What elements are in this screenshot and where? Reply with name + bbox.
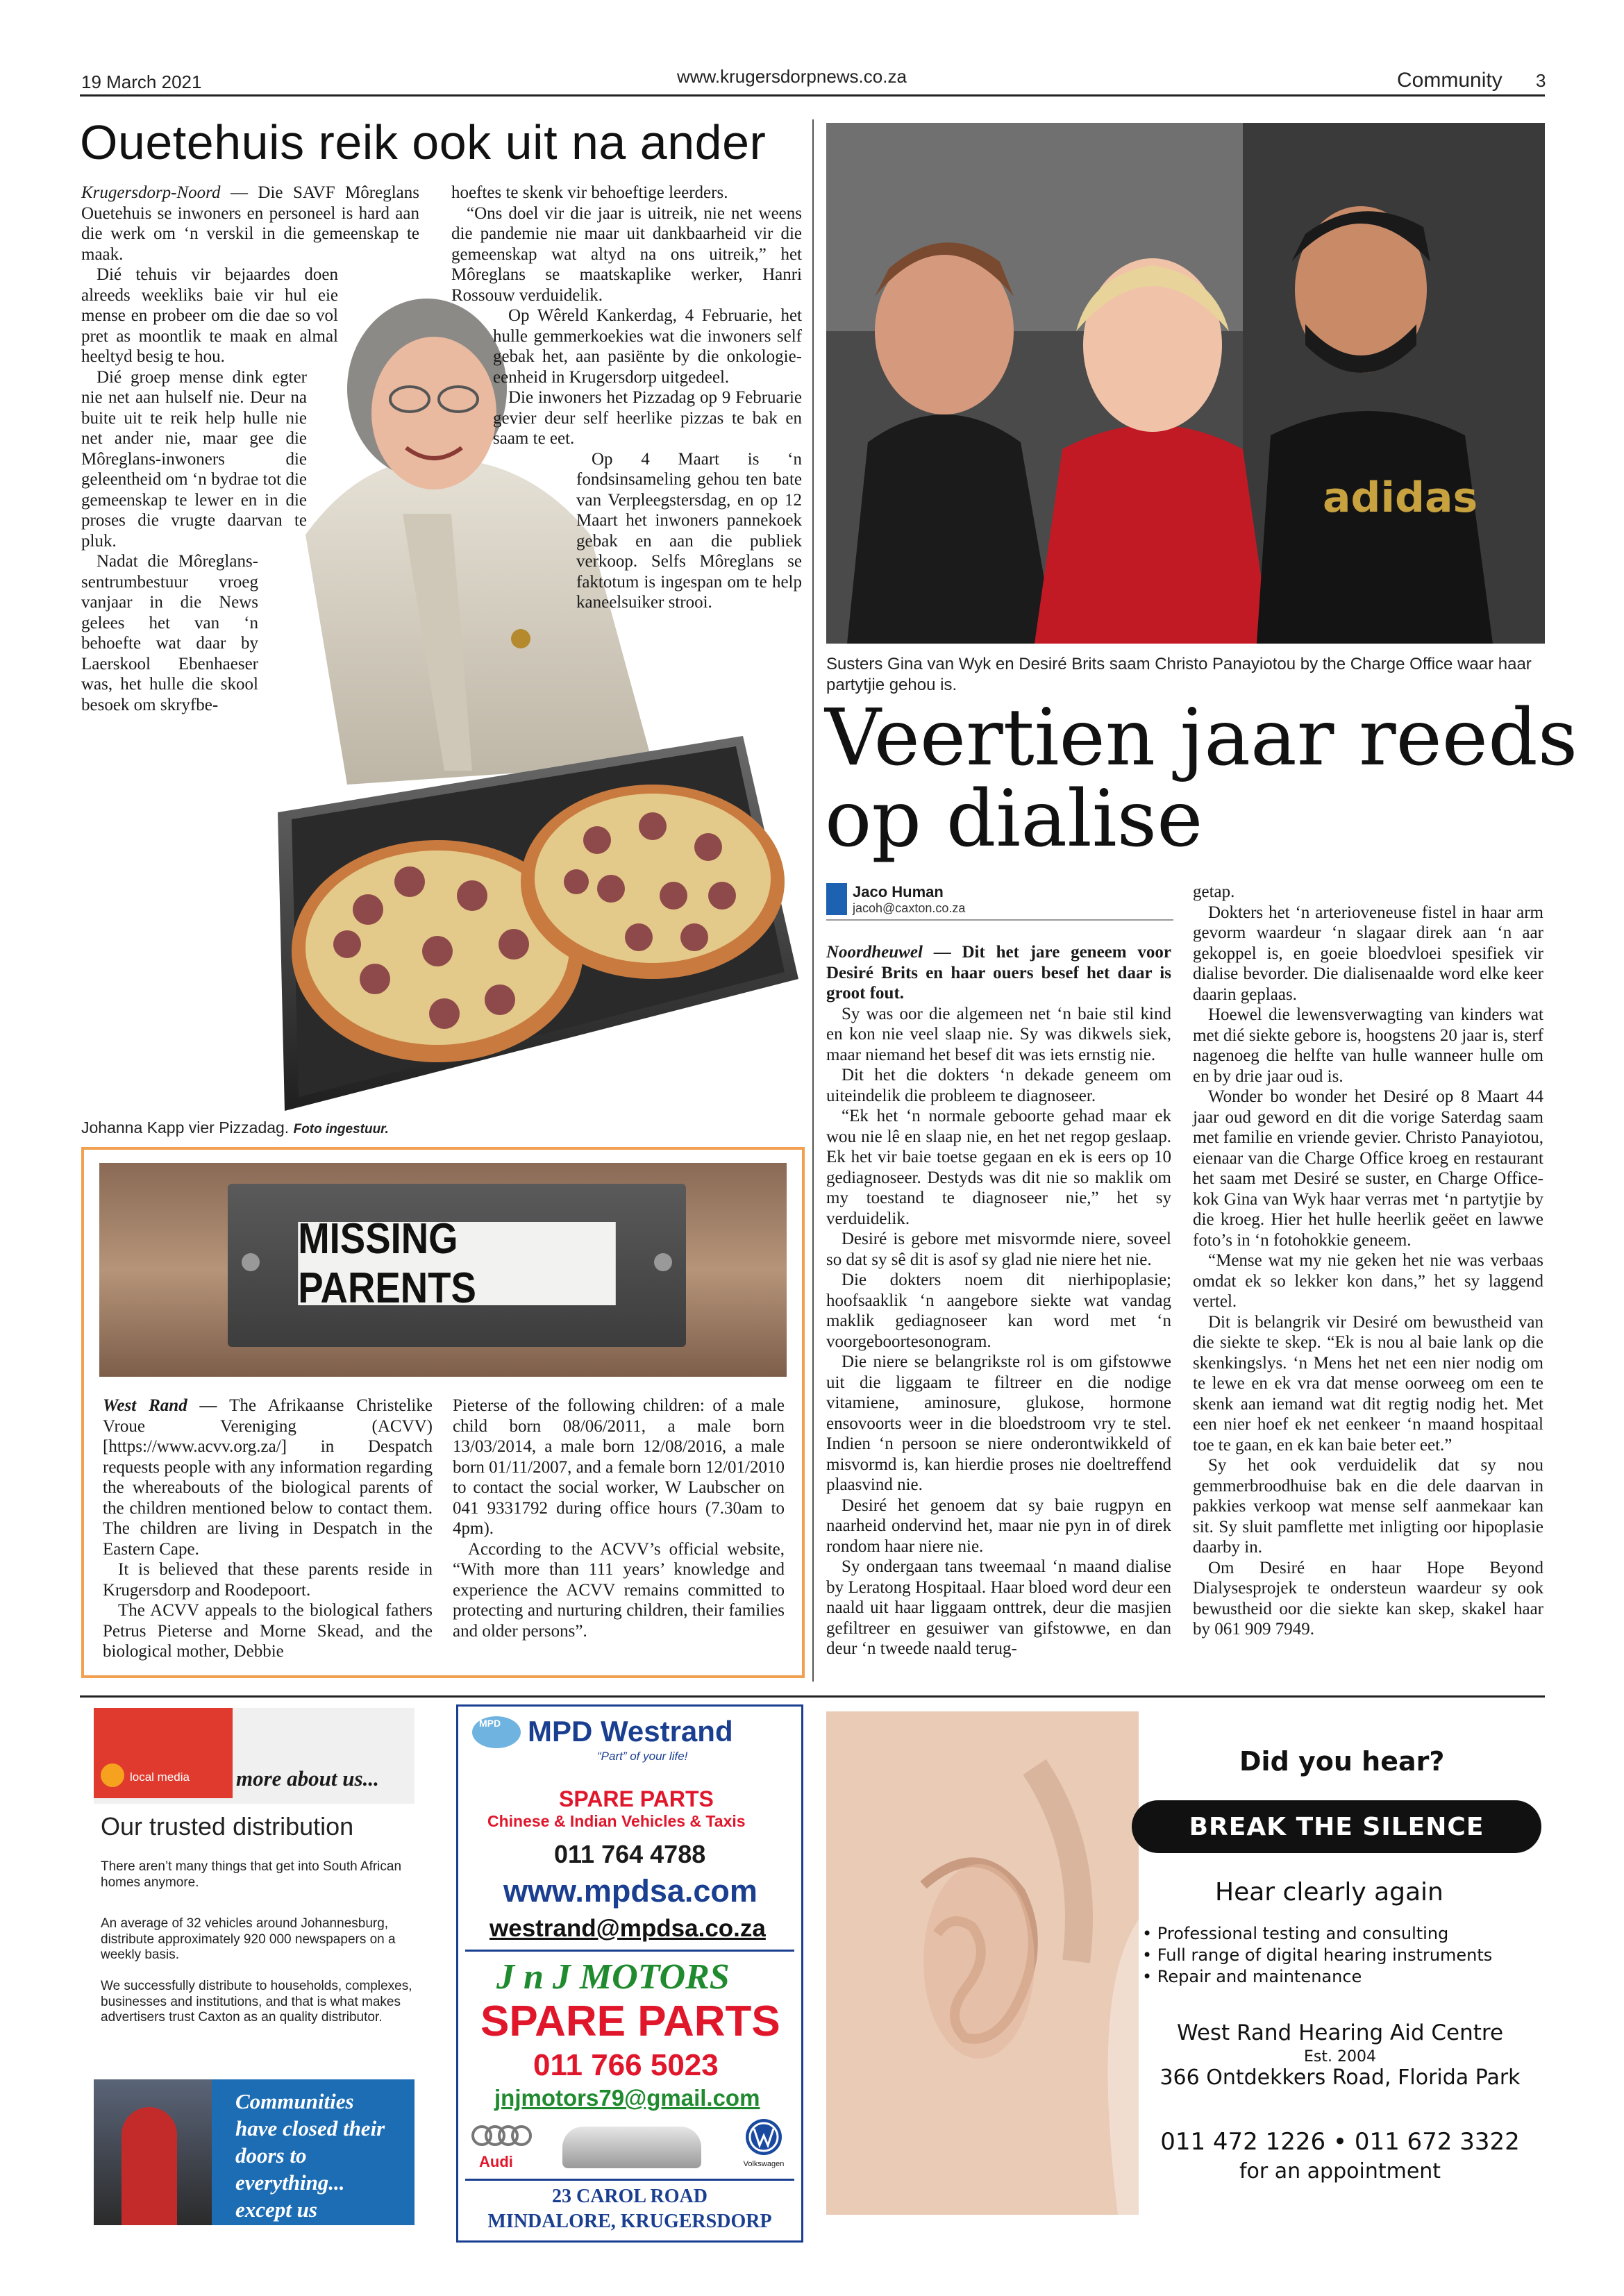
- hearing-question: Did you hear?: [1239, 1746, 1445, 1777]
- hearing-phones[interactable]: 011 472 1226 • 011 672 3322: [1160, 2128, 1520, 2156]
- mp-paragraph: It is believed that these parents reside in Krugersdorp and Roodepoort.: [103, 1560, 433, 1600]
- story1-paragraph: — Die SAVF Môreglans Ouetehuis se inwoners en personeel is hard aan die werk om ‘n verskil in die gemeenskap te maak.: [81, 183, 419, 264]
- missing-parents-col-2: [453, 1396, 785, 1641]
- car-illustration: [562, 2127, 701, 2168]
- story1-paragraph: Dié tehuis vir bejaardes doen alreeds weekliks baie vir hul eie mense en probeer om die dae so vol pret as moontlik te maak en almal heeltyd besig te hou.: [81, 265, 338, 366]
- bullet-text: Repair and maintenance: [1157, 1967, 1362, 1986]
- courier-figure: [122, 2107, 177, 2225]
- hearing-centre-name: West Rand Hearing Aid Centre: [1176, 2020, 1504, 2045]
- story2-paragraph: Hoewel die lewensverwagting van kinders wat met dié siekte gebore is, hoogstens 20 jaar is, sterf nagenoeg die helfte van hulle wanneer hulle om en by drie jaar oud is.: [1193, 1005, 1543, 1086]
- story2-paragraph: Desiré het genoem dat sy baie rugpyn en naarheid ondervind het, maar nie pyn in of direk rondom haar niere nie.: [826, 1495, 1171, 1556]
- sign-rivet: [654, 1253, 672, 1271]
- hearing-subtitle: Hear clearly again: [1215, 1878, 1443, 1907]
- story2-lead: — Dit het jare geneem voor Desiré Brits en haar ouers besef het daar is groot fout.: [826, 943, 1171, 1003]
- story2-paragraph: getap.: [1193, 882, 1235, 901]
- bullet-text: Professional testing and consulting: [1157, 1924, 1449, 1943]
- header-rule: [80, 94, 1545, 97]
- hearing-ad: [826, 1711, 1545, 2215]
- mpd-address-2: MINDALORE, KRUGERSDORP: [487, 2211, 772, 2232]
- party-photo: [826, 123, 1545, 644]
- story2-paragraph: Die dokters noem dit nierhipoplasie; hoofsaaklik ‘n aangebore siekte wat vandag maklik gediagnoseer kan word met ‘n voorgeboortesonogram.: [826, 1271, 1171, 1351]
- story1-column-2: [451, 183, 802, 613]
- section-name: Community: [1397, 69, 1502, 92]
- sign-rivet: [242, 1253, 260, 1271]
- jnj-name: J n J MOTORS: [496, 1957, 730, 1997]
- author-marker: [826, 883, 847, 915]
- mpd-name: MPD Westrand: [528, 1715, 733, 1748]
- mpd-tagline: “Part” of your life!: [597, 1750, 688, 1763]
- story1-paragraph: Die inwoners het Pizzadag op 9 Februarie gevier deur self heerlike pizzas te bak en saam te eet.: [493, 388, 802, 448]
- break-silence-banner: BREAK THE SILENCE: [1132, 1800, 1541, 1853]
- bullet-text: Full range of digital hearing instruments: [1157, 1945, 1493, 1965]
- story1-paragraph: Op 4 Maart is ‘n fondsinsameling gehou ten bate van Verpleegstersdag, en op 12 Maart het inwoners pannekoek gebak en aan die publiek verkoop. Selfs Môreglans se faktotum is ingespan om te help kaneelsuiker strooi.: [576, 449, 802, 612]
- jnj-phone: 011 766 5023: [533, 2048, 719, 2082]
- hearing-bullet-item: • Professional testing and consulting: [1142, 1924, 1449, 1943]
- mpd-address-1: 23 CAROL ROAD: [551, 2186, 708, 2207]
- mpd-divider: [465, 1950, 794, 1952]
- ear-photo: [826, 1711, 1139, 2215]
- story2-paragraph: “Mense wat my nie geken het nie was verbaas omdat ek so lekker kon dans,” het sy laggend vertel.: [1193, 1251, 1543, 1311]
- column-divider: [812, 119, 814, 1682]
- author-name: Jaco Human: [853, 883, 944, 900]
- website-url[interactable]: www.krugersdorpnews.co.za: [677, 66, 907, 87]
- story1-dateline: Krugersdorp-Noord: [81, 183, 221, 202]
- caption-text: Johanna Kapp vier Pizzadag.: [81, 1118, 290, 1137]
- story2-headline-line2: op dialise: [825, 774, 1203, 864]
- hearing-address: 366 Ontdekkers Road, Florida Park: [1160, 2065, 1521, 2090]
- story2-paragraph: Sy het ook verduidelik dat sy nou gemmerbroodhuise bak en die dele daarvan in pakkies verkoop wat mense self aanmekaar kan sit. Sy sluit pamflette met inligting oor hipoplasie daarby in.: [1193, 1456, 1543, 1557]
- story2-headline-line1: Veertien jaar reeds: [825, 693, 1578, 783]
- audi-text: Audi: [479, 2153, 513, 2170]
- story1-paragraph: “Ons doel vir die jaar is uitreik, nie net weens die pandemie nie maar uit dankbaarheid vir die gemeenskap wat altyd na ons uitreik,” het Môreglans se maatskaplike werker, Hanri Rossouw verduidelik.: [451, 203, 802, 305]
- bottom-rule: [80, 1695, 1545, 1698]
- mp-paragraph: The Afrikaanse Christelike Vroue Vereniging (ACVV) [https://www.acvv.org.za/] in Despatch requests people with any information regarding the whereabouts of the biological parents of the children mentioned below to contact them. The children are living in Despatch in the Eastern Cape.: [103, 1396, 433, 1559]
- hearing-bullet-item: • Repair and maintenance: [1142, 1967, 1362, 1986]
- caxton-ad: [94, 1708, 415, 2225]
- story2-paragraph: Die niere se belangrikste rol is om gifstowwe uit die liggaam te filtreer en die nodige vitamiene, aminosure, glukose, hormone ensovoorts weer in die bloedstroom vry te stel. Indien ‘n persoon se niere onderontwikkeld of misvormd is, kan hierdie proses nie doeltreffend plaasvind nie.: [826, 1352, 1171, 1494]
- caxton-ad-title: Our trusted distribution: [101, 1812, 354, 1841]
- mpd-spare-parts: SPARE PARTS: [559, 1786, 714, 1811]
- mp-paragraph: The ACVV appeals to the biological fathers Petrus Pieterse and Morne Skead, and the biological mother, Debbie: [103, 1601, 433, 1661]
- mpd-subtitle: Chinese & Indian Vehicles & Taxis: [487, 1812, 746, 1830]
- party-photo-illustration: [826, 123, 1545, 644]
- audi-logo: [471, 2122, 533, 2170]
- caxton-logo-tab: [94, 1708, 233, 1798]
- jnj-spare-parts: SPARE PARTS: [480, 1997, 780, 2045]
- issue-date: 19 March 2021: [81, 72, 202, 92]
- hearing-appointment: for an appointment: [1239, 2159, 1441, 2184]
- missing-parents-col-1: [103, 1396, 433, 1662]
- mpd-ad: [456, 1704, 803, 2243]
- story2-paragraph: “Ek het ‘n normale geboorte gehad maar ek wou nie lê en slaap nie, en het net regop geslaap. Ek het vir baie toetse gegaan en ek is eers op 10 gediagnoseer. Destyds was dit nie so maklik om my toestand te diagnoseer nie,” het sy verduidelik.: [826, 1107, 1171, 1228]
- audi-rings-icon: [471, 2122, 533, 2150]
- story2-photo-caption: Susters Gina van Wyk en Desiré Brits saam Christo Panayiotou by the Charge Office waar haar partytjie gehou is.: [826, 655, 1532, 694]
- mpd-email[interactable]: westrand@mpdsa.co.za: [489, 1915, 766, 1942]
- page-number: 3: [1536, 70, 1546, 91]
- story2-dateline: Noordheuwel: [826, 943, 923, 962]
- caxton-ad-p3: We successfully distribute to households, complexes, businesses and institutions, and that is what makes advertisers trust Caxton as an quality distributor.: [101, 1979, 412, 2025]
- missing-parents-sign: [99, 1163, 787, 1377]
- mpd-phone: 011 764 4788: [554, 1840, 706, 1868]
- caxton-logo-icon: [101, 1763, 124, 1787]
- mpd-web[interactable]: www.mpdsa.com: [503, 1873, 757, 1909]
- story1-paragraph: Dié groep mense dink egter nie net aan hulself nie. Deur na buite uit te reik help hulle nie net ander nie, maar gee die Môreglans-inwoners die geleentheid om ‘n bydrae tot die gemeenskap te lewer en in die proses die vrugte daarvan te pluk.: [81, 367, 307, 551]
- story1-headline: Ouetehuis reik ook uit na ander: [80, 115, 767, 169]
- mp-paragraph: Pieterse of the following children: of a male child born 08/06/2011, a male born 13/03/2014, a male born 12/08/2016, a male born 01/11/2007, and a female born 12/01/2010 to contact the social worker, W Laubscher on 041 9331792 during office hours (7.30am to 4pm).: [453, 1396, 785, 1538]
- mp-dateline: West Rand —: [103, 1396, 217, 1415]
- story1-column-1: [81, 183, 419, 715]
- story1-paragraph: Op Wêreld Kankerdag, 4 Februarie, het hulle gemmerkoekies wat die inwoners self gebak het, aan pasiënte by die onkologie-eenheid in Krugersdorp uitgedeel.: [493, 306, 802, 387]
- story1-paragraph: Nadat die Môreglans-sentrumbestuur vroeg vanjaar in die News gelees het van ‘n behoefte wat daar by Laerskool Ebenhaeser was, het hulle die skool besoek om skryfbe-: [81, 552, 258, 714]
- caxton-ad-p1: There aren’t many things that get into South African homes anymore.: [101, 1859, 402, 1890]
- author-rule: [826, 919, 1173, 921]
- story2-paragraph: Wonder bo wonder het Desiré op 8 Maart 44 jaar oud geword en dit die vorige Saterdag saam met familie en vriende gevier. Christo Panayiotou, eienaar van die Charge Office kroeg en restaurant het saam met Desiré se suster, en Charge Office-kok Gina van Wyk haar verras met ‘n partytjie by die kroeg. Hier het hulle heerlik geëet en lawwe foto’s in ‘n fotohokkie geneem.: [1193, 1087, 1543, 1250]
- hearing-est: Est. 2004: [1304, 2048, 1376, 2065]
- vw-logo: [736, 2118, 792, 2173]
- hearing-bullets: [1142, 1923, 1492, 1988]
- story2-paragraph: Om Desiré en haar Hope Beyond Dialysesprojek te ondersteun waardeur sy ook bewustheid oor die siekte kan skep, skakel haar by 061 909 7949.: [1193, 1558, 1543, 1639]
- story2-paragraph: Sy ondergaan tans tweemaal ‘n maand dialise by Leratong Hospitaal. Haar bloed word deur een naald uit haar liggaam onttrek, deur die masjien gefiltreer en gesuiwer van gifstowwe, en dan deur ‘n tweede naald terug-: [826, 1557, 1171, 1658]
- story2-paragraph: Dit is belangrik vir Desiré om bewustheid van die siekte te skep. “Ek is nou al baie lank op die skenkingslys. ‘n Mens het net een nier nodig om te lewe en ek vra dat mense oorweeg om een te skenk aan iemand wat dit regtig nodig het. Met een nier hoef ek net eenkeer ‘n maand hospitaal toe te gaan, en ek kan baie beter eet.”: [1193, 1312, 1543, 1455]
- story1-caption: [81, 1118, 389, 1139]
- author-email[interactable]: jacoh@caxton.co.za: [853, 901, 966, 915]
- story2-paragraph: Dokters het ‘n arterioveneuse fistel in haar arm gevorm waardeur ‘n slagaar direk aan ‘n aar gekoppel is, en goeie bloedvloei spesifiek vir dialise bevorder. Die dialisenaalde word elke keer daarin geplaas.: [1193, 903, 1543, 1004]
- vw-text: Volkswagen: [743, 2160, 785, 2168]
- jnj-email[interactable]: jnjmotors79@gmail.com: [494, 2085, 760, 2111]
- missing-parents-label: MISSING PARENTS: [298, 1222, 616, 1305]
- story2-column-1: [826, 942, 1171, 1659]
- story2-column-2: [1193, 882, 1543, 1640]
- svg-text:adidas: adidas: [1323, 474, 1478, 522]
- more-about-us[interactable]: more about us...: [236, 1766, 379, 1791]
- story1-paragraph: hoeftes te skenk vir behoeftige leerders.: [451, 183, 728, 202]
- story2-paragraph: Desiré is gebore met misvormde niere, soveel so dat sy sê dit is asof sy glad nie niere het nie.: [826, 1230, 1171, 1269]
- story2-paragraph: Sy was oor die algemeen net ‘n baie stil kind en kon nie veel slaap nie. Sy was dikwels siek, maar niemand het besef dit was iets ernstig nie.: [826, 1004, 1171, 1064]
- hearing-bullet-item: • Full range of digital hearing instruments: [1142, 1945, 1493, 1965]
- mpd-logo-small: MPD: [479, 1718, 501, 1729]
- photo-credit: Foto ingestuur.: [293, 1122, 389, 1137]
- mp-paragraph: According to the ACVV’s official website, “With more than 111 years’ knowledge and experience the ACVV remains committed to protecting and nurturing children, their families and older persons”.: [453, 1539, 785, 1641]
- caxton-slogan: Communities have closed their doors to everything... except us: [212, 2079, 415, 2225]
- caxton-logo-text: local media: [130, 1770, 190, 1784]
- sign-plate: [228, 1184, 686, 1347]
- caxton-ad-p2: An average of 32 vehicles around Johannesburg, distribute approximately 920 000 newspapers on a weekly basis.: [101, 1916, 396, 1962]
- vw-logo-icon: [744, 2118, 783, 2156]
- mpd-bottom-divider: [465, 2179, 794, 2181]
- caxton-photo: [94, 2079, 212, 2225]
- story2-paragraph: Dit het die dokters ‘n dekade geneem om uiteindelik die probleem te diagnoseer.: [826, 1066, 1171, 1105]
